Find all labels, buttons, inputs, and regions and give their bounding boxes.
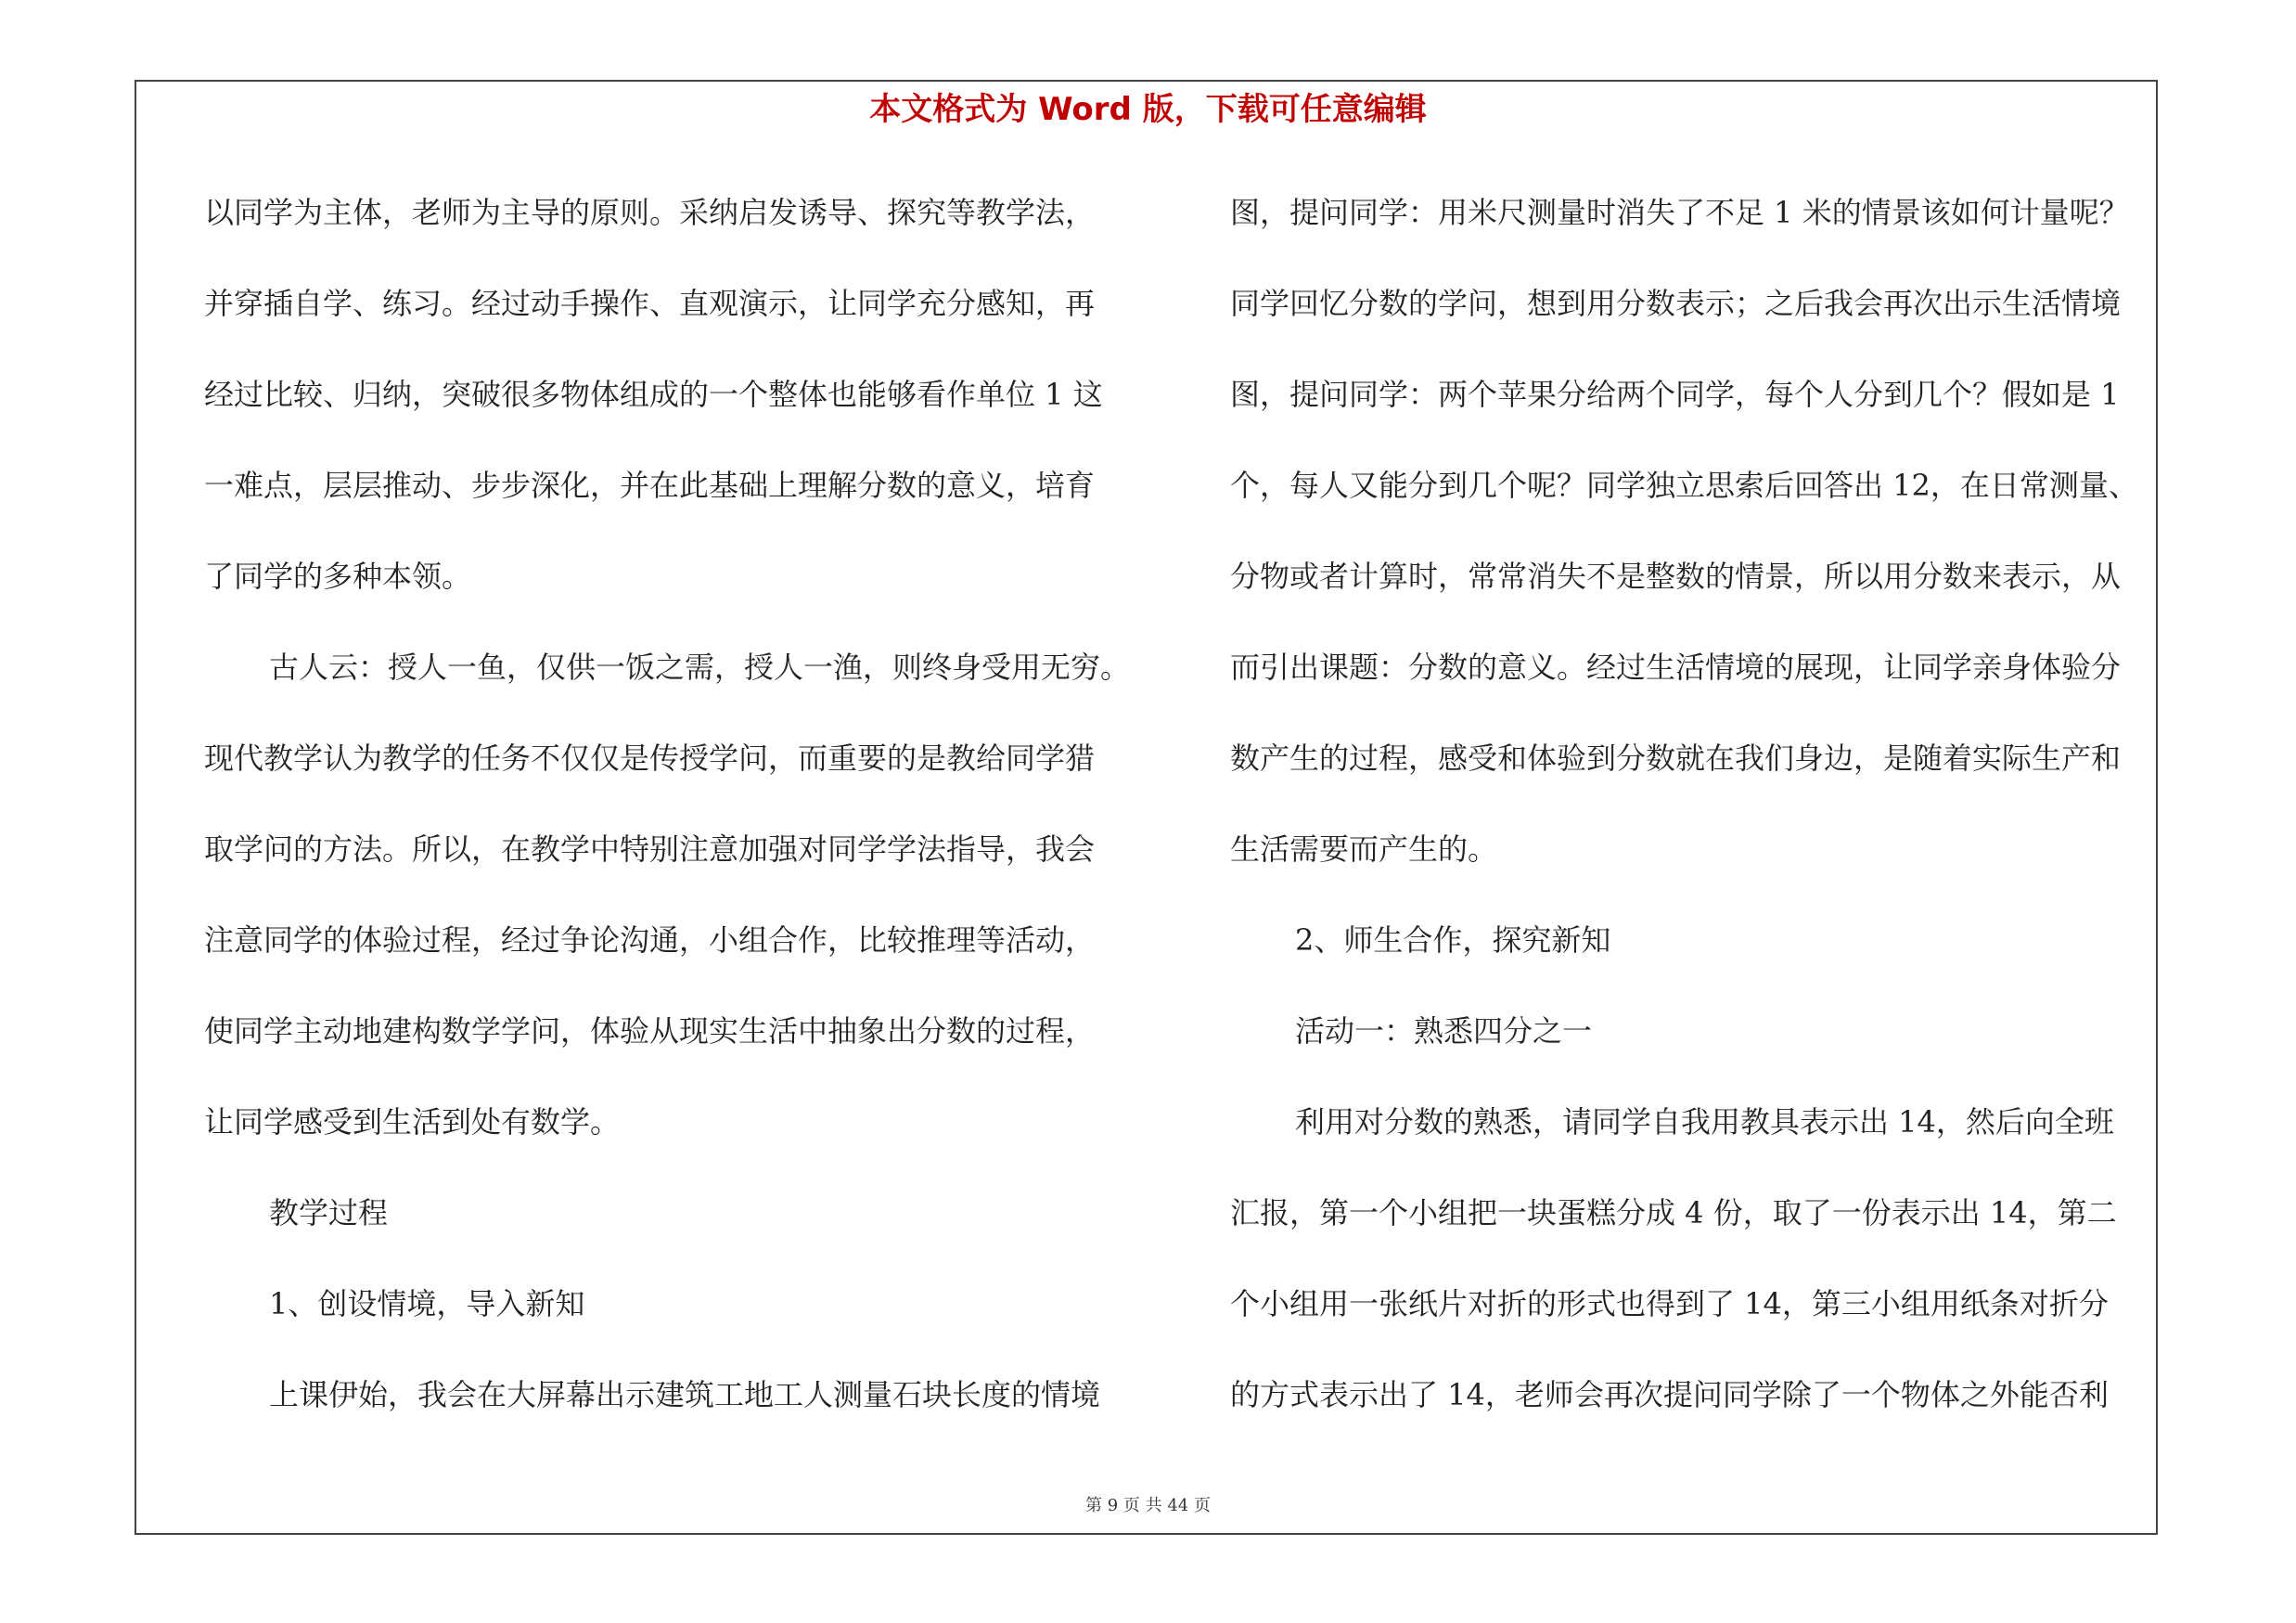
text-line: 利用对分数的熟悉，请同学自我用教具表示出 14，然后向全班 (1295, 1104, 2114, 1140)
text-line: 注意同学的体验过程，经过争论沟通，小组合作，比较推理等活动， (204, 922, 1096, 958)
text-line: 汇报，第一个小组把一块蛋糕分成 4 份，取了一份表示出 14，第二 (1230, 1195, 2117, 1230)
text-line: 现代教学认为教学的任务不仅仅是传授学问，而重要的是教给同学猎 (204, 741, 1096, 776)
text-line: 数产生的过程，感受和体验到分数就在我们身边，是随着实际生产和 (1230, 741, 2122, 776)
text-line: 以同学为主体，老师为主导的原则。采纳启发诱导、探究等教学法， (204, 195, 1096, 230)
text-line: 一难点，层层推动、步步深化，并在此基础上理解分数的意义，培育 (204, 468, 1096, 503)
activity-heading: 活动一：熟悉四分之一 (1295, 1013, 1593, 1049)
page-number-footer: 第 9 页 共 44 页 (1085, 1496, 1211, 1515)
text-line: 分物或者计算时，常常消失不是整数的情景，所以用分数来表示，从 (1230, 559, 2122, 594)
text-line: 经过比较、归纳，突破很多物体组成的一个整体也能够看作单位 1 这 (204, 377, 1103, 412)
text-line: 生活需要而产生的。 (1230, 831, 1498, 867)
word-format-banner: 本文格式为 Word 版，下载可任意编辑 (869, 91, 1427, 128)
text-line: 古人云：授人一鱼，仅供一饭之需，授人一渔，则终身受用无穷。 (269, 650, 1131, 685)
text-line: 并穿插自学、练习。经过动手操作、直观演示，让同学充分感知，再 (204, 286, 1096, 321)
text-line: 同学回忆分数的学问，想到用分数表示；之后我会再次出示生活情境 (1230, 286, 2122, 321)
text-line: 个小组用一张纸片对折的形式也得到了 14，第三小组用纸条对折分 (1230, 1286, 2109, 1321)
subsection-heading: 1、创设情境，导入新知 (269, 1286, 585, 1321)
text-line: 图，提问同学：两个苹果分给两个同学，每个人分到几个？假如是 1 (1230, 377, 2120, 412)
text-line: 的方式表示出了 14，老师会再次提问同学除了一个物体之外能否利 (1230, 1377, 2109, 1412)
text-line: 图，提问同学：用米尺测量时消失了不足 1 米的情景该如何计量呢？ (1230, 195, 2129, 230)
section-heading: 教学过程 (269, 1195, 389, 1230)
text-line: 而引出课题：分数的意义。经过生活情境的展现，让同学亲身体验分 (1230, 650, 2122, 685)
text-line: 了同学的多种本领。 (204, 559, 472, 594)
text-line: 取学问的方法。所以，在教学中特别注意加强对同学学法指导，我会 (204, 831, 1096, 867)
text-line: 让同学感受到生活到处有数学。 (204, 1104, 621, 1140)
left-column (204, 189, 1141, 1462)
right-column (1230, 189, 2167, 1462)
subsection-heading: 2、师生合作，探究新知 (1295, 922, 1611, 958)
text-line: 使同学主动地建构数学学问，体验从现实生活中抽象出分数的过程， (204, 1013, 1096, 1049)
text-line: 个，每人又能分到几个呢？同学独立思索后回答出 12，在日常测量、 (1230, 468, 2138, 503)
text-line: 上课伊始，我会在大屏幕出示建筑工地工人测量石块长度的情境 (269, 1377, 1101, 1412)
